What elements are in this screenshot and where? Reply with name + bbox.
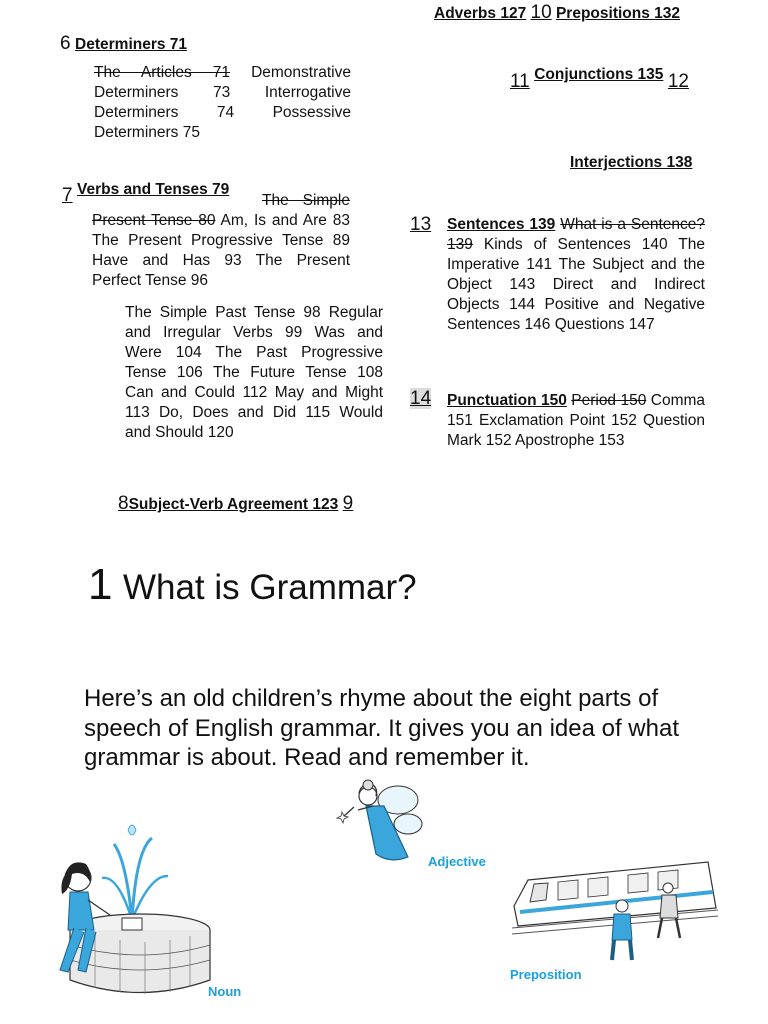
- chapter-number: 1: [88, 560, 113, 609]
- toc-what-is-sentence: What is a Sentence? 139: [447, 216, 705, 253]
- toc-chapter-12-number: 12: [667, 71, 689, 92]
- toc-chapter-14-number: 14: [410, 388, 432, 409]
- toc-punctuation[interactable]: Punctuation 150: [447, 392, 567, 409]
- fairy-illustration: [328, 772, 438, 867]
- toc-determiners[interactable]: Determiners 71: [75, 36, 188, 53]
- toc-chapter-6-heading: [60, 33, 187, 55]
- toc-simple-present: The Simple Present Tense 80: [92, 192, 350, 229]
- toc-chapter-13-heading: [410, 214, 431, 236]
- toc-articles: The Articles 71: [94, 64, 231, 81]
- toc-sentences-subitems: [447, 215, 705, 335]
- toc-chapter-13-number: 13: [410, 214, 432, 235]
- toc-chapter-11-number: 11: [510, 71, 530, 92]
- toc-determiners-subitems: [94, 63, 351, 143]
- toc-verbs-subitems: [92, 191, 350, 291]
- toc-verbs-rest: Am, Is and Are 83 The Present Progressive Tense 89 Have and Has 93 The Present Perfect Tense 96: [92, 212, 351, 289]
- toc-chapter-7-number: 7: [62, 185, 73, 206]
- toc-adverbs[interactable]: Adverbs 127: [434, 5, 527, 22]
- toc-chapter-9-number: 9: [342, 493, 354, 514]
- toc-sentences[interactable]: Sentences 139: [447, 216, 556, 233]
- fountain-illustration: [40, 820, 220, 1005]
- toc-sentences-rest: Kinds of Sentences 140 The Imperative 141 The Subject and the Object 143 Direct and Indirect Objects 144 Positive and Negative Sentences 146 Questions 147: [447, 236, 705, 333]
- toc-interjections[interactable]: Interjections 138: [570, 154, 693, 171]
- caption-preposition: Preposition: [510, 967, 582, 982]
- toc-verbs-subitems-2: The Simple Past Tense 98 Regular and Irregular Verbs 99 Was and Were 104 The Past Progressive Tense 106 The Future Tense 108 Can and Could 112 May and Might 113 Do, Does and Did 115 Would and Should 120: [125, 304, 383, 441]
- caption-noun: Noun: [208, 984, 242, 999]
- toc-subject-verb-agreement[interactable]: Subject-Verb Agreement 123: [128, 496, 339, 513]
- chapter-title: What is Grammar?: [122, 568, 417, 607]
- toc-chapter-10-number: 10: [530, 2, 552, 23]
- toc-verbs-tenses[interactable]: Verbs and Tenses 79: [77, 181, 230, 198]
- toc-determiners-rest: Demonstrative Determiners 73 Interrogative Determiners 74 Possessive Determiners 75: [94, 64, 351, 141]
- toc-chapter-8-number: 8: [118, 493, 129, 514]
- toc-punctuation-rest: Comma 151 Exclamation Point 152 Question Mark 152 Apostrophe 153: [447, 392, 706, 449]
- toc-chapter-14-heading: [410, 388, 431, 410]
- chapter-heading: [88, 560, 417, 610]
- intro-paragraph: Here’s an old children’s rhyme about the eight parts of speech of English grammar. It gives you an idea of what grammar is about. Read and remember it.: [84, 685, 679, 771]
- toc-line-adverbs-prepositions: [434, 3, 680, 24]
- train-illustration: [508, 848, 720, 966]
- toc-punctuation-subitems: [447, 391, 705, 451]
- toc-chapter-8-heading: [118, 493, 353, 515]
- toc-period: Period 150: [571, 392, 647, 409]
- toc-chapter-11-heading: [510, 63, 689, 92]
- caption-adjective: Adjective: [428, 854, 486, 869]
- toc-conjunctions[interactable]: Conjunctions 135: [534, 66, 664, 83]
- toc-chapter-6-number: 6: [60, 33, 71, 54]
- toc-prepositions[interactable]: Prepositions 132: [555, 5, 681, 22]
